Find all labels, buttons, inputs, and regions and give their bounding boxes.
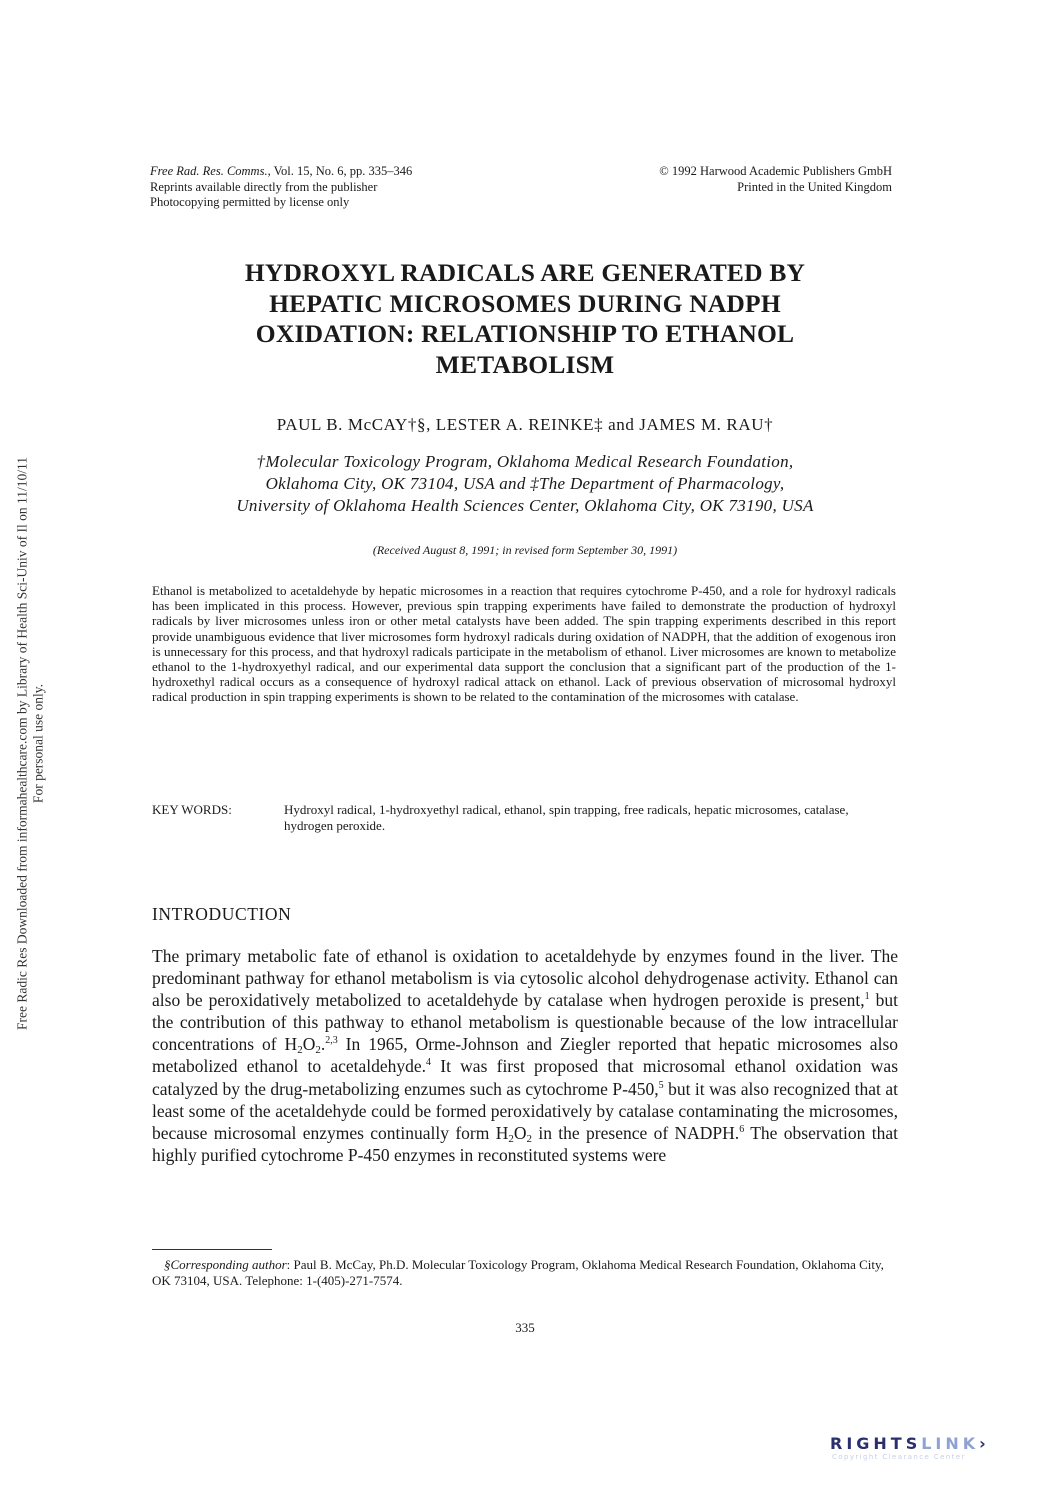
title-line-1: HYDROXYL RADICALS ARE GENERATED BY [244, 258, 806, 287]
publisher-block [659, 164, 892, 195]
photocopying-note: Photocopying permitted by license only [150, 195, 350, 209]
affiliations [150, 451, 900, 517]
citation-ref: 6 [739, 1123, 745, 1135]
download-watermark [0, 0, 45, 1500]
received-dates: (Received August 8, 1991; in revised form September 30, 1991) [372, 543, 678, 557]
citation-ref: 1 [864, 991, 870, 1003]
introduction-paragraph: The primary metabolic fate of ethanol is oxidation to acetaldehyde by enzymes found in the liver. The predominant pathway for ethanol metabolism is via cytosolic alcohol dehydrogenase activity. Ethanol can also be peroxidatively metabolized to acetaldehyde by catalase when hydrogen peroxide is present,$^1$ but the contribution of this pathway to ethanol metabolism is questionable because of the low intracellular concentrations of $H_2O_2.^{2,3}$ In 1965, Orme-Johnson and Ziegler reported that hepatic microsomes also metabolized ethanol to acetaldehyde.$^4$ It was first proposed that microsomal ethanol oxidation was catalyzed by the drug-metabolizing enzumes such as cytochrome P-450,$^5$ but it was also recognized that at least some of the acetaldehyde could be formed peroxidatively by catalase contaminating the microsomes, because microsomal enzymes continually form $H_2O_2$ in the presence of NADPH.$^6$ The observation that highly purified cytochrome P-450 enzymes in reconstituted systems were [152, 946, 899, 1165]
footnote-divider [152, 1249, 272, 1250]
citation-ref: 5 [658, 1079, 664, 1091]
watermark-line-1: Free Radic Res Downloaded from informahealthcare.com by Library of Health Sci-Univ of Il on 11/10/11 [14, 457, 30, 1030]
corresponding-author-footnote [152, 1257, 898, 1289]
affiliation-line-2: Oklahoma City, OK 73104, USA and ‡The Department of Pharmacology, [265, 474, 785, 493]
affiliation-line-3: University of Oklahoma Health Sciences Center, Oklahoma City, OK 73190, USA [236, 496, 814, 515]
affiliation-line-1: †Molecular Toxicology Program, Oklahoma Medical Research Foundation, [256, 452, 794, 471]
citation-ref: 4 [426, 1057, 432, 1069]
copyright-line: © 1992 Harwood Academic Publishers GmbH [659, 164, 892, 178]
printed-line: Printed in the United Kingdom [737, 179, 892, 194]
citation-ref: 2,3 [325, 1035, 338, 1047]
title-line-3: OXIDATION: RELATIONSHIP TO ETHANOL [255, 319, 795, 348]
keywords-label: KEY WORDS: [152, 802, 232, 817]
section-heading: INTRODUCTION [152, 904, 292, 924]
article-title [150, 258, 900, 380]
rightslink-subtitle: Copyright Clearance Center [832, 1453, 966, 1461]
chevron-right-icon: › [979, 1434, 990, 1453]
footnote-label: §Corresponding author [164, 1257, 287, 1272]
page-number: 335 [515, 1320, 535, 1335]
keywords-text: Hydroxyl radical, 1-hydroxyethyl radical, ethanol, spin trapping, free radicals, hepatic microsomes, catalase, hydrogen peroxide. [284, 802, 849, 833]
reprints-note: Reprints available directly from the publisher [150, 179, 378, 194]
author-list: PAUL B. McCAY†§, LESTER A. REINKE‡ and JAMES M. RAU† [276, 415, 774, 434]
rightslink-part-2: LINK [921, 1434, 980, 1453]
title-line-4: METABOLISM [435, 349, 615, 379]
journal-name: Free Rad. Res. Comms. [150, 164, 268, 178]
footnote-text: : Paul B. McCay, Ph.D. Molecular Toxicology Program, Oklahoma Medical Research Foundation, Oklahoma City, OK 73104, USA. Telephone: 1-(405)-271-7574. [152, 1257, 884, 1288]
rightslink-part-1: RIGHTS [830, 1434, 922, 1453]
rightslink-logo[interactable] [830, 1434, 1030, 1474]
watermark-line-2: For personal use only. [30, 683, 45, 804]
journal-citation [150, 164, 412, 211]
journal-volume: , Vol. 15, No. 6, pp. 335–346 [267, 164, 413, 178]
title-line-2: HEPATIC MICROSOMES DURING NADPH [269, 288, 781, 318]
abstract: Ethanol is metabolized to acetaldehyde by hepatic microsomes in a reaction that requires cytochrome P-450, and a role for hydroxyl radicals has been implicated in this process. However, previous spin trapping experiments have failed to demonstrate the production of hydroxyl radicals by liver microsomes unless iron or other metal catalysts have been added. The spin trapping experiments described in this report provide unambiguous evidence that liver microsomes form hydroxyl radicals during oxidation of NADPH, that the addition of exogenous iron is unnecessary for this process, and that hydroxyl radicals participate in the metabolism of ethanol. Liver microsomes are known to metabolize ethanol to the 1-hydroxyethyl radical, and our experimental data support the conclusion that a significant part of the production of the 1-hydroxethyl radical occurs as a consequence of hydroxyl radical attack on ethanol. Lack of previous observation of microsomal hydroxyl radical production in spin trapping experiments is shown to be related to the contamination of the microsomes with catalase. [152, 583, 896, 705]
